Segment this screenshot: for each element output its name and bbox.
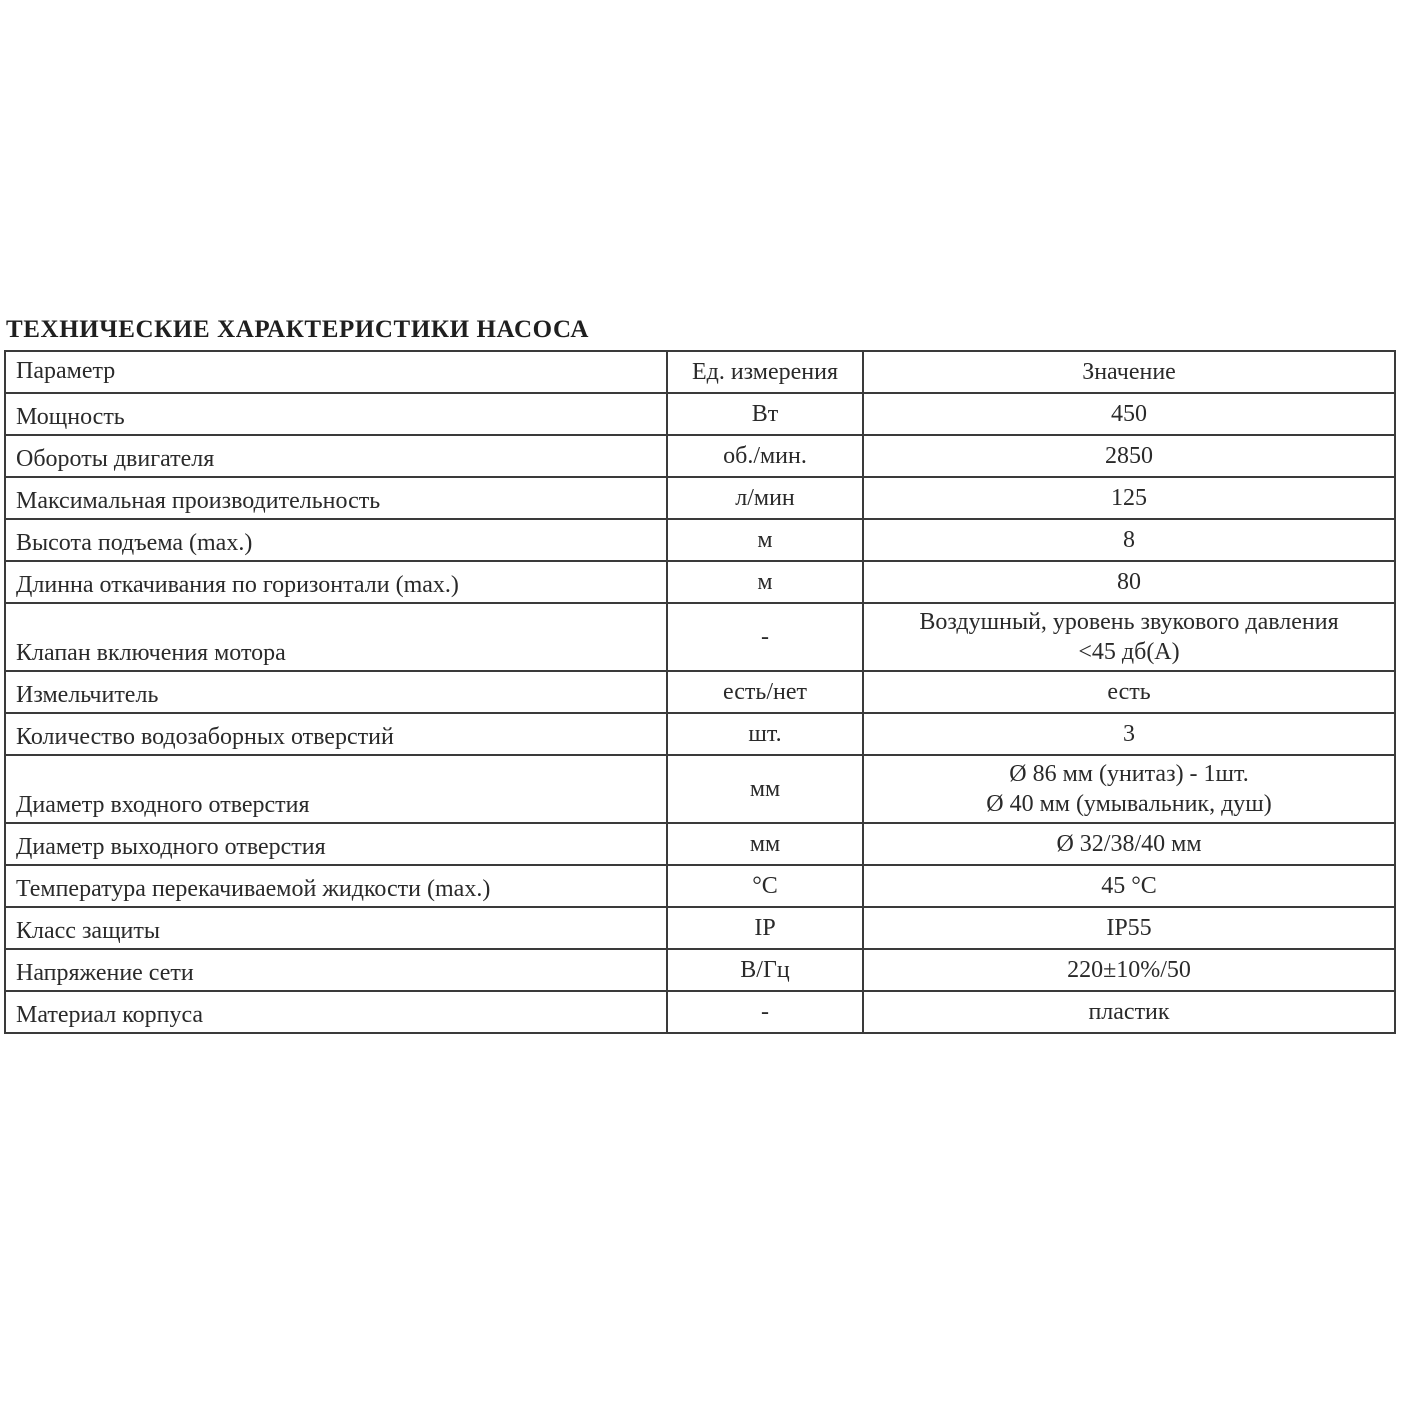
table-header-row [5, 351, 1395, 393]
cell-value [863, 393, 1395, 435]
cell-value-line: IP55 [1106, 915, 1152, 941]
cell-param: Измельчитель [5, 671, 667, 713]
cell-param: Мощность [5, 393, 667, 435]
cell-param: Клапан включения мотора [5, 603, 667, 671]
cell-value-line: 450 [1111, 401, 1147, 427]
cell-unit: мм [667, 823, 863, 865]
cell-value [863, 907, 1395, 949]
cell-value-line: Воздушный, уровень звукового давления [919, 609, 1339, 635]
cell-value-line: 45 °C [1101, 873, 1157, 899]
cell-unit: IP [667, 907, 863, 949]
cell-value [863, 991, 1395, 1033]
cell-value [863, 713, 1395, 755]
spec-table [4, 350, 1396, 1034]
cell-value-line: 8 [1123, 527, 1135, 553]
cell-unit: об./мин. [667, 435, 863, 477]
cell-unit: - [667, 603, 863, 671]
cell-value [863, 519, 1395, 561]
cell-value-line: 2850 [1105, 443, 1153, 469]
cell-unit: м [667, 519, 863, 561]
document-title: ТЕХНИЧЕСКИЕ ХАРАКТЕРИСТИКИ НАСОСА [6, 316, 590, 343]
cell-value [863, 865, 1395, 907]
cell-unit: мм [667, 755, 863, 823]
cell-value-line: есть [1107, 679, 1151, 705]
cell-unit: есть/нет [667, 671, 863, 713]
table-row [5, 561, 1395, 603]
cell-value [863, 671, 1395, 713]
cell-value-line: 80 [1117, 569, 1141, 595]
table-row [5, 991, 1395, 1033]
cell-value-line: Ø 32/38/40 мм [1056, 831, 1202, 857]
cell-value [863, 949, 1395, 991]
cell-param: Материал корпуса [5, 991, 667, 1033]
cell-param: Класс защиты [5, 907, 667, 949]
table-row [5, 603, 1395, 671]
cell-param: Диаметр выходного отверстия [5, 823, 667, 865]
table-row [5, 823, 1395, 865]
cell-value-line: пластик [1088, 999, 1170, 1025]
table-row [5, 713, 1395, 755]
cell-value-line: Ø 40 мм (умывальник, душ) [986, 791, 1272, 817]
cell-value [863, 561, 1395, 603]
table-row [5, 519, 1395, 561]
cell-value [863, 823, 1395, 865]
cell-unit: В/Гц [667, 949, 863, 991]
cell-unit: °C [667, 865, 863, 907]
header-value: Значение [863, 351, 1395, 393]
cell-value-line: <45 дб(А) [1078, 639, 1180, 665]
cell-unit: Вт [667, 393, 863, 435]
cell-param: Высота подъема (max.) [5, 519, 667, 561]
cell-value-line: Ø 86 мм (унитаз) - 1шт. [1009, 761, 1249, 787]
cell-param: Максимальная производительность [5, 477, 667, 519]
table-row [5, 865, 1395, 907]
cell-value [863, 435, 1395, 477]
table-row [5, 907, 1395, 949]
table-row [5, 755, 1395, 823]
cell-param: Напряжение сети [5, 949, 667, 991]
header-unit: Ед. измерения [667, 351, 863, 393]
cell-unit: - [667, 991, 863, 1033]
table-row [5, 393, 1395, 435]
cell-value [863, 477, 1395, 519]
cell-value [863, 755, 1395, 823]
cell-param: Количество водозаборных отверстий [5, 713, 667, 755]
cell-unit: шт. [667, 713, 863, 755]
cell-param: Диаметр входного отверстия [5, 755, 667, 823]
table-row [5, 949, 1395, 991]
table-row [5, 477, 1395, 519]
cell-value [863, 603, 1395, 671]
cell-value-line: 3 [1123, 721, 1135, 747]
table-row [5, 671, 1395, 713]
cell-param: Длинна откачивания по горизонтали (max.) [5, 561, 667, 603]
cell-unit: л/мин [667, 477, 863, 519]
cell-param: Обороты двигателя [5, 435, 667, 477]
cell-unit: м [667, 561, 863, 603]
spec-table-body [5, 351, 1395, 1033]
cell-value-line: 220±10%/50 [1067, 957, 1191, 983]
cell-value-line: 125 [1111, 485, 1147, 511]
cell-param: Температура перекачиваемой жидкости (max.) [5, 865, 667, 907]
table-row [5, 435, 1395, 477]
header-param: Параметр [5, 351, 667, 393]
